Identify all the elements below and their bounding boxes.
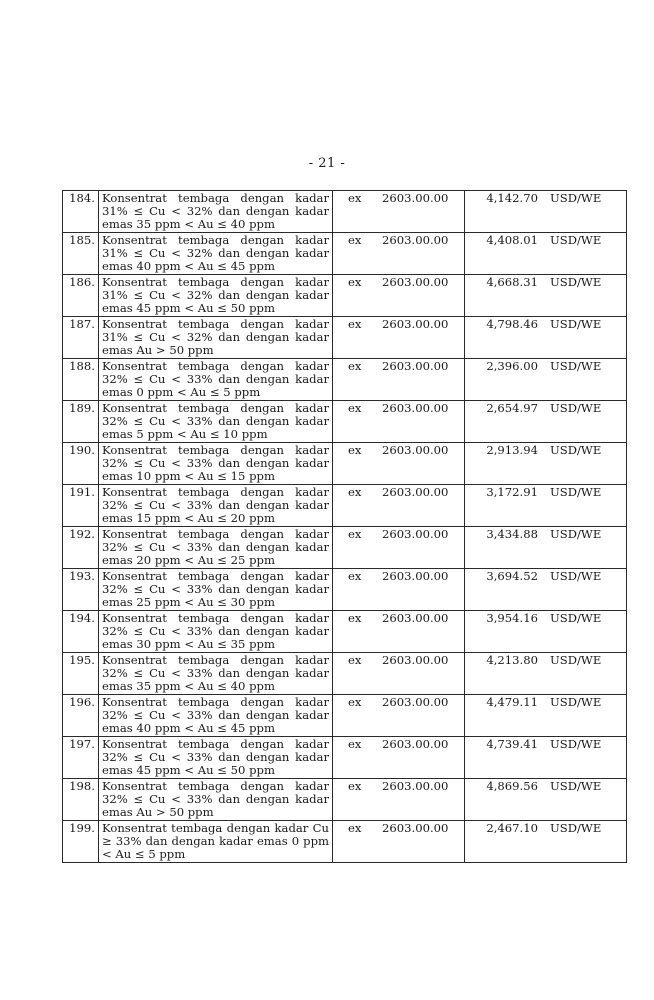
row-number: 189.: [63, 401, 99, 443]
hs-code-cell: [333, 527, 465, 569]
description-text: Konsentrat tembaga dengan kadar 32% ≤ Cu < 33% dan dengan kadar emas Au > 50 ppm: [102, 779, 329, 819]
hs-code: 2603.00.00: [382, 779, 449, 793]
price-cell: [465, 821, 627, 863]
price-cell: [465, 695, 627, 737]
hs-code-cell: [333, 569, 465, 611]
table-row: [63, 611, 627, 653]
table-row: [63, 485, 627, 527]
price-cell: [465, 527, 627, 569]
price-unit: USD/WE: [550, 779, 602, 793]
hs-code-cell: [333, 191, 465, 233]
row-number: 199.: [63, 821, 99, 863]
description-text: Konsentrat tembaga dengan kadar 32% ≤ Cu < 33% dan dengan kadar emas 35 ppm < Au ≤ 40 ppm: [102, 653, 329, 693]
hs-code: 2603.00.00: [382, 737, 449, 751]
hs-code: 2603.00.00: [382, 359, 449, 373]
hs-code: 2603.00.00: [382, 653, 449, 667]
row-number: 192.: [63, 527, 99, 569]
price-unit: USD/WE: [550, 611, 602, 625]
page-number: - 21 -: [308, 156, 346, 171]
hs-code-cell: [333, 485, 465, 527]
row-number: 184.: [63, 191, 99, 233]
price-amount: 2,654.97: [486, 401, 538, 415]
row-number: 198.: [63, 779, 99, 821]
hs-code-cell: [333, 611, 465, 653]
price-cell: [465, 779, 627, 821]
ex-marker: ex: [348, 569, 362, 583]
price-unit: USD/WE: [550, 653, 602, 667]
price-cell: [465, 443, 627, 485]
price-unit: USD/WE: [550, 737, 602, 751]
ex-marker: ex: [348, 821, 362, 835]
price-amount: 4,213.80: [486, 653, 538, 667]
ex-marker: ex: [348, 359, 362, 373]
price-unit: USD/WE: [550, 275, 602, 289]
ex-marker: ex: [348, 317, 362, 331]
hs-code-cell: [333, 695, 465, 737]
commodity-description: [99, 275, 333, 317]
price-cell: [465, 317, 627, 359]
description-text: Konsentrat tembaga dengan kadar 32% ≤ Cu < 33% dan dengan kadar emas 0 ppm < Au ≤ 5 ppm: [102, 359, 329, 399]
hs-code-cell: [333, 737, 465, 779]
ex-marker: ex: [348, 737, 362, 751]
price-cell: [465, 359, 627, 401]
price-unit: USD/WE: [550, 359, 602, 373]
price-amount: 2,913.94: [486, 443, 538, 457]
commodity-description: [99, 485, 333, 527]
row-number: 186.: [63, 275, 99, 317]
hs-code-cell: [333, 653, 465, 695]
description-text: Konsentrat tembaga dengan kadar 32% ≤ Cu < 33% dan dengan kadar emas 10 ppm < Au ≤ 15 ppm: [102, 443, 329, 483]
hs-code: 2603.00.00: [382, 191, 449, 205]
table-row: [63, 359, 627, 401]
ex-marker: ex: [348, 233, 362, 247]
price-unit: USD/WE: [550, 527, 602, 541]
commodity-description: [99, 779, 333, 821]
table-row: [63, 779, 627, 821]
price-cell: [465, 233, 627, 275]
table-row: [63, 569, 627, 611]
row-number: 185.: [63, 233, 99, 275]
description-text: Konsentrat tembaga dengan kadar 32% ≤ Cu < 33% dan dengan kadar emas 5 ppm < Au ≤ 10 ppm: [102, 401, 329, 441]
commodity-description: [99, 611, 333, 653]
hs-code: 2603.00.00: [382, 275, 449, 289]
price-cell: [465, 569, 627, 611]
price-unit: USD/WE: [550, 443, 602, 457]
price-unit: USD/WE: [550, 821, 602, 835]
price-cell: [465, 611, 627, 653]
table-row: [63, 443, 627, 485]
price-amount: 3,434.88: [486, 527, 538, 541]
table-row: [63, 527, 627, 569]
row-number: 191.: [63, 485, 99, 527]
hs-code-cell: [333, 317, 465, 359]
ex-marker: ex: [348, 653, 362, 667]
row-number: 190.: [63, 443, 99, 485]
commodity-description: [99, 653, 333, 695]
hs-code-cell: [333, 233, 465, 275]
hs-code-cell: [333, 779, 465, 821]
price-amount: 4,408.01: [486, 233, 538, 247]
row-number: 188.: [63, 359, 99, 401]
commodity-description: [99, 527, 333, 569]
commodity-description: [99, 821, 333, 863]
price-amount: 4,479.11: [486, 695, 538, 709]
price-cell: [465, 737, 627, 779]
commodity-description: [99, 191, 333, 233]
hs-code: 2603.00.00: [382, 527, 449, 541]
price-cell: [465, 653, 627, 695]
commodity-description: [99, 443, 333, 485]
row-number: 187.: [63, 317, 99, 359]
ex-marker: ex: [348, 485, 362, 499]
price-unit: USD/WE: [550, 191, 602, 205]
hs-code-cell: [333, 401, 465, 443]
table-row: [63, 401, 627, 443]
table-row: [63, 737, 627, 779]
commodity-description: [99, 569, 333, 611]
commodity-description: [99, 401, 333, 443]
ex-marker: ex: [348, 695, 362, 709]
price-cell: [465, 275, 627, 317]
hs-code: 2603.00.00: [382, 569, 449, 583]
description-text: Konsentrat tembaga dengan kadar 32% ≤ Cu < 33% dan dengan kadar emas 40 ppm < Au ≤ 45 ppm: [102, 695, 329, 735]
ex-marker: ex: [348, 611, 362, 625]
hs-code: 2603.00.00: [382, 401, 449, 415]
description-text: Konsentrat tembaga dengan kadar 32% ≤ Cu < 33% dan dengan kadar emas 20 ppm < Au ≤ 25 ppm: [102, 527, 329, 567]
price-unit: USD/WE: [550, 695, 602, 709]
price-unit: USD/WE: [550, 485, 602, 499]
price-amount: 3,954.16: [486, 611, 538, 625]
price-amount: 4,869.56: [486, 779, 538, 793]
price-amount: 2,396.00: [486, 359, 538, 373]
price-amount: 3,172.91: [486, 485, 538, 499]
description-text: Konsentrat tembaga dengan kadar 31% ≤ Cu < 32% dan dengan kadar emas 35 ppm < Au ≤ 40 ppm: [102, 191, 329, 231]
tariff-table: [62, 190, 627, 863]
ex-marker: ex: [348, 191, 362, 205]
description-text: Konsentrat tembaga dengan kadar 32% ≤ Cu < 33% dan dengan kadar emas 30 ppm < Au ≤ 35 ppm: [102, 611, 329, 651]
ex-marker: ex: [348, 527, 362, 541]
commodity-description: [99, 317, 333, 359]
price-amount: 4,798.46: [486, 317, 538, 331]
row-number: 197.: [63, 737, 99, 779]
price-cell: [465, 191, 627, 233]
hs-code: 2603.00.00: [382, 485, 449, 499]
price-cell: [465, 401, 627, 443]
hs-code: 2603.00.00: [382, 317, 449, 331]
table-row: [63, 695, 627, 737]
price-amount: 4,142.70: [486, 191, 538, 205]
ex-marker: ex: [348, 779, 362, 793]
price-amount: 4,668.31: [486, 275, 538, 289]
hs-code: 2603.00.00: [382, 695, 449, 709]
table-row: [63, 317, 627, 359]
hs-code: 2603.00.00: [382, 443, 449, 457]
description-text: Konsentrat tembaga dengan kadar 31% ≤ Cu < 32% dan dengan kadar emas 45 ppm < Au ≤ 50 ppm: [102, 275, 329, 315]
description-text: Konsentrat tembaga dengan kadar 32% ≤ Cu < 33% dan dengan kadar emas 15 ppm < Au ≤ 20 ppm: [102, 485, 329, 525]
table-row: [63, 821, 627, 863]
hs-code-cell: [333, 275, 465, 317]
row-number: 196.: [63, 695, 99, 737]
price-unit: USD/WE: [550, 233, 602, 247]
row-number: 194.: [63, 611, 99, 653]
hs-code: 2603.00.00: [382, 233, 449, 247]
hs-code-cell: [333, 359, 465, 401]
commodity-description: [99, 737, 333, 779]
ex-marker: ex: [348, 401, 362, 415]
description-text: Konsentrat tembaga dengan kadar 31% ≤ Cu < 32% dan dengan kadar emas 40 ppm < Au ≤ 45 ppm: [102, 233, 329, 273]
price-unit: USD/WE: [550, 569, 602, 583]
description-text: Konsentrat tembaga dengan kadar 31% ≤ Cu < 32% dan dengan kadar emas Au > 50 ppm: [102, 317, 329, 357]
hs-code-cell: [333, 821, 465, 863]
price-unit: USD/WE: [550, 401, 602, 415]
table-row: [63, 275, 627, 317]
hs-code: 2603.00.00: [382, 611, 449, 625]
table-row: [63, 653, 627, 695]
description-text: Konsentrat tembaga dengan kadar 32% ≤ Cu < 33% dan dengan kadar emas 25 ppm < Au ≤ 30 ppm: [102, 569, 329, 609]
hs-code: 2603.00.00: [382, 821, 449, 835]
commodity-description: [99, 695, 333, 737]
row-number: 195.: [63, 653, 99, 695]
hs-code-cell: [333, 443, 465, 485]
commodity-description: [99, 233, 333, 275]
price-amount: 3,694.52: [486, 569, 538, 583]
price-unit: USD/WE: [550, 317, 602, 331]
price-cell: [465, 485, 627, 527]
table-row: [63, 191, 627, 233]
price-amount: 4,739.41: [486, 737, 538, 751]
ex-marker: ex: [348, 275, 362, 289]
price-amount: 2,467.10: [486, 821, 538, 835]
table-row: [63, 233, 627, 275]
description-text: Konsentrat tembaga dengan kadar 32% ≤ Cu < 33% dan dengan kadar emas 45 ppm < Au ≤ 50 ppm: [102, 737, 329, 777]
ex-marker: ex: [348, 443, 362, 457]
description-text: Konsentrat tembaga dengan kadar Cu ≥ 33% dan dengan kadar emas 0 ppm < Au ≤ 5 ppm: [102, 821, 329, 861]
row-number: 193.: [63, 569, 99, 611]
commodity-description: [99, 359, 333, 401]
